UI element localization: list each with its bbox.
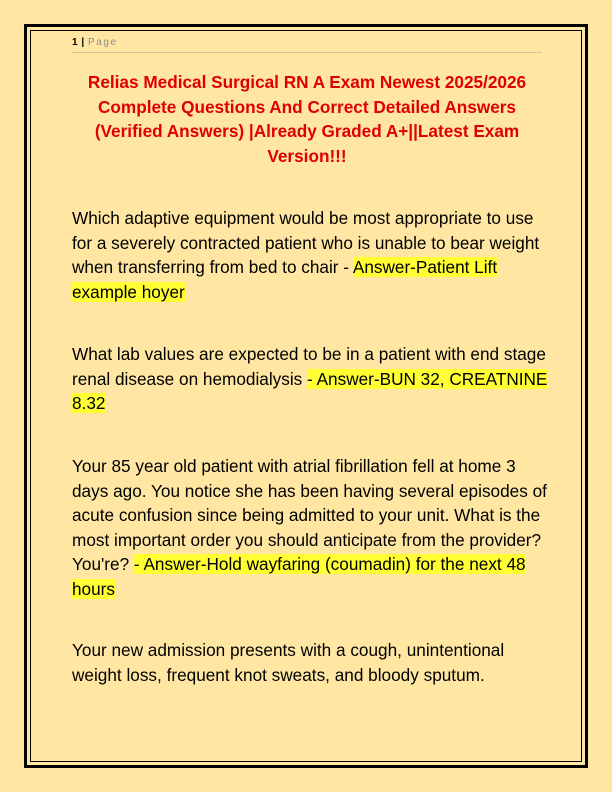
qa-item-2 [72, 342, 552, 416]
question-text: Your new admission presents with a cough, unintentional weight loss, frequent knot sweats, and bloody sputum. [72, 640, 505, 685]
page-number: 1 [72, 37, 78, 48]
qa-item-4 [72, 638, 552, 687]
page-header [72, 36, 542, 53]
question-text: What lab values are expected to be in a patient with end stage renal disease on hemodialysis [72, 344, 546, 389]
answer-text: Answer-Patient Lift example hoyer [72, 257, 498, 302]
answer-text: - Answer-BUN 32, CREATNINE 8.32 [72, 368, 548, 413]
document-title: Relias Medical Surgical RN A Exam Newest 2025/2026 Complete Questions And Correct Detailed Answers (Verified Answers) |Already Graded A+||Latest Exam Version!!! [87, 72, 527, 166]
page-separator: | [81, 37, 85, 48]
qa-item-3 [72, 454, 552, 601]
answer-text: - Answer-Hold wayfaring (coumadin) for the next 48 hours [72, 554, 526, 599]
page-word: Page [87, 37, 118, 48]
question-text: Which adaptive equipment would be most appropriate to use for a severely contracted patient who is unable to bear weight when transferring from bed to chair - [72, 208, 540, 277]
qa-item-1 [72, 206, 552, 304]
question-text: Your 85 year old patient with atrial fibrillation fell at home 3 days ago. You notice she has been having several episodes of acute confusion since being admitted to your unit. What is the most important order you should anticipate from the provider? You're? [72, 456, 547, 574]
